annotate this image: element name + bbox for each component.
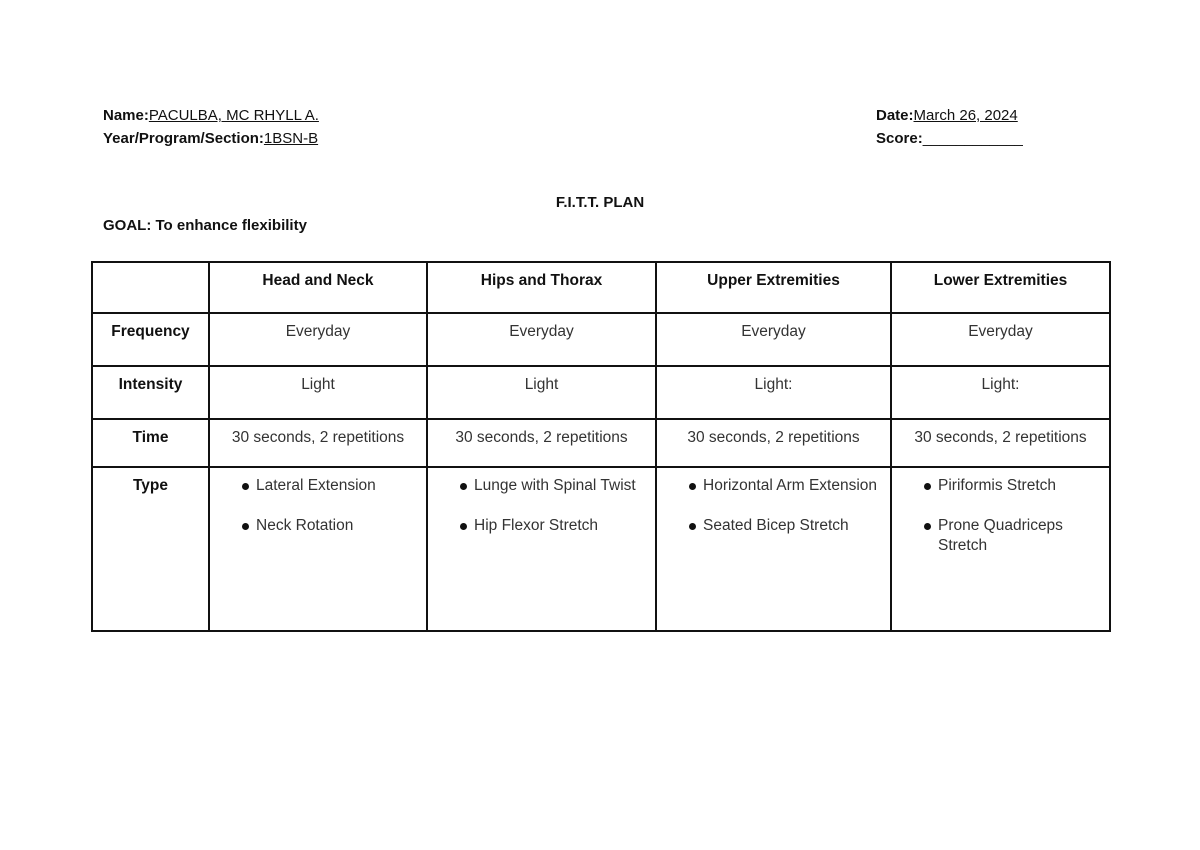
table-cell: 30 seconds, 2 repetitions xyxy=(656,419,891,467)
date-value: March 26, 2024 xyxy=(913,107,1018,124)
exercise-name: Lunge with Spinal Twist xyxy=(474,477,636,494)
score-value: ____________ xyxy=(922,130,1023,147)
bullet-icon xyxy=(924,523,931,530)
document-title: F.I.T.T. PLAN xyxy=(555,194,645,211)
column-header-lower-extremities: Lower Extremities xyxy=(891,262,1110,313)
bullet-icon xyxy=(460,523,467,530)
exercise-name: Prone Quadriceps Stretch xyxy=(938,517,1063,554)
table-cell xyxy=(209,467,427,631)
score-label: Score: xyxy=(876,130,923,147)
table-cell: Light xyxy=(209,366,427,419)
table-cell: Everyday xyxy=(891,313,1110,366)
exercise-name: Piriformis Stretch xyxy=(938,477,1056,494)
list-item xyxy=(902,516,1099,556)
table-cell xyxy=(891,467,1110,631)
date-score-info xyxy=(876,104,1023,150)
table-cell xyxy=(656,467,891,631)
fitt-plan-table xyxy=(91,261,1111,632)
corner-cell xyxy=(92,262,209,313)
list-item xyxy=(902,476,1099,496)
program-label: Year/Program/Section: xyxy=(103,130,264,147)
bullet-icon xyxy=(242,483,249,490)
exercise-name: Seated Bicep Stretch xyxy=(703,517,849,534)
exercise-list xyxy=(667,476,880,536)
row-label-intensity: Intensity xyxy=(92,366,209,419)
table-cell: 30 seconds, 2 repetitions xyxy=(209,419,427,467)
program-line xyxy=(103,127,319,150)
table-cell: Everyday xyxy=(656,313,891,366)
bullet-icon xyxy=(242,523,249,530)
exercise-list xyxy=(220,476,416,536)
column-header-head-neck: Head and Neck xyxy=(209,262,427,313)
table-cell: 30 seconds, 2 repetitions xyxy=(891,419,1110,467)
name-line xyxy=(103,104,319,127)
student-info xyxy=(103,104,319,150)
row-label-frequency: Frequency xyxy=(92,313,209,366)
table-row-intensity xyxy=(92,366,1110,419)
exercise-list xyxy=(438,476,645,536)
goal-statement: GOAL: To enhance flexibility xyxy=(103,217,307,234)
table-cell: Everyday xyxy=(209,313,427,366)
exercise-name: Lateral Extension xyxy=(256,477,376,494)
table-header-row xyxy=(92,262,1110,313)
list-item xyxy=(667,516,880,536)
bullet-icon xyxy=(689,483,696,490)
table-cell: 30 seconds, 2 repetitions xyxy=(427,419,656,467)
score-line xyxy=(876,127,1023,150)
row-label-time: Time xyxy=(92,419,209,467)
list-item xyxy=(667,476,880,496)
exercise-name: Horizontal Arm Extension xyxy=(703,477,878,494)
table-cell: Everyday xyxy=(427,313,656,366)
bullet-icon xyxy=(460,483,467,490)
table-row-type xyxy=(92,467,1110,631)
exercise-list xyxy=(902,476,1099,556)
table-row-time xyxy=(92,419,1110,467)
table-cell: Light: xyxy=(656,366,891,419)
exercise-name: Hip Flexor Stretch xyxy=(474,517,599,534)
program-value: 1BSN-B xyxy=(263,130,319,147)
bullet-icon xyxy=(924,483,931,490)
table-cell: Light xyxy=(427,366,656,419)
bullet-icon xyxy=(689,523,696,530)
date-line xyxy=(876,104,1023,127)
column-header-upper-extremities: Upper Extremities xyxy=(656,262,891,313)
table-row-frequency xyxy=(92,313,1110,366)
list-item xyxy=(220,516,416,536)
date-label: Date: xyxy=(876,107,914,124)
list-item xyxy=(438,516,645,536)
table-cell: Light: xyxy=(891,366,1110,419)
row-label-type: Type xyxy=(92,467,209,631)
table-cell xyxy=(427,467,656,631)
exercise-name: Neck Rotation xyxy=(256,517,354,534)
column-header-hips-thorax: Hips and Thorax xyxy=(427,262,656,313)
list-item xyxy=(220,476,416,496)
list-item xyxy=(438,476,645,496)
name-value: PACULBA, MC RHYLL A. xyxy=(148,107,319,124)
name-label: Name: xyxy=(103,107,149,124)
